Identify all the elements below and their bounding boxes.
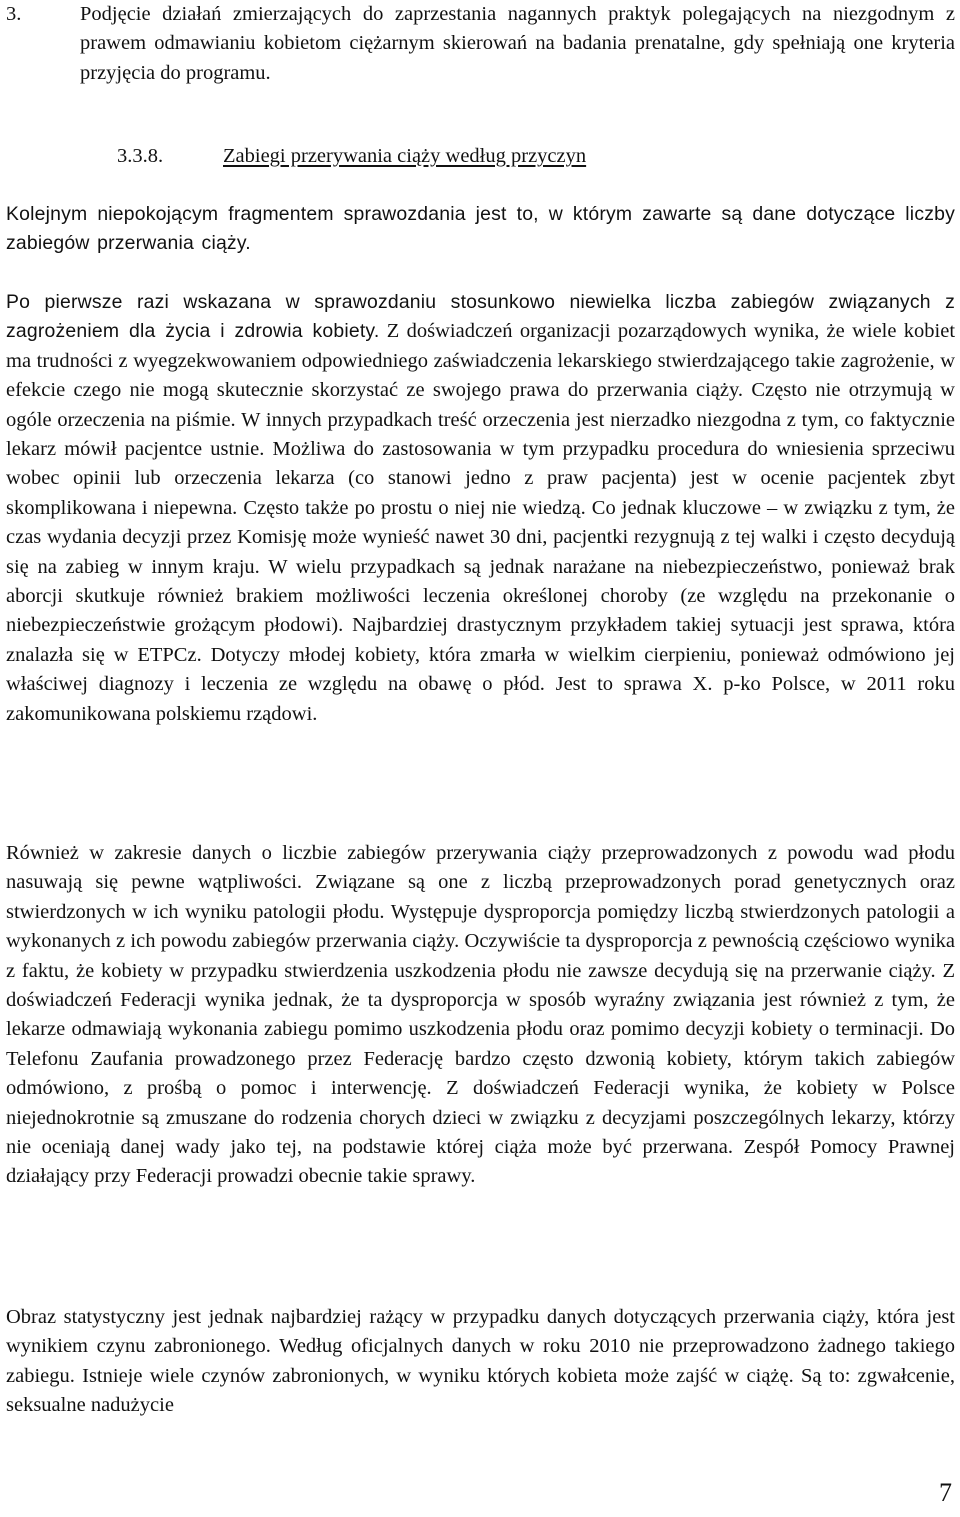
paragraph-1-sans-part: Po pierwsze razi wskazana w sprawozdaniu stosunkowo niewielka liczba zabiegów związanych z zagrożeniem dla życia i zdrowia kobiety. (6, 291, 955, 343)
section-number: 3.3.8. (117, 145, 164, 167)
paragraph-1-serif-part: Z doświadczeń organizacji pozarządowych wynika, że wiele kobiet ma trudności z wyegzekwowaniem odpowiedniego zaświadczenia lekarskiego stwierdzającego takie zagrożenie, w efekcie czego nie mogą skutecznie skorzystać ze swojego prawa do przerwania ciąży. Często nie otrzymują w ogóle orzeczenia na piśmie. W innych przypadkach treść orzeczenia jest nierzadko niezgodna z tym, co faktycznie lekarz mówił pacjentce ustnie. Możliwa do zastosowania w tym przypadku procedura do wniesienia sprzeciwu wobec opinii lub orzeczenia lekarza (co stanowi jedno z praw pacjenta) jest w ocenie pacjentek zbyt skomplikowana i niepewna. Często także po prostu o niej nie wiedzą. Co jednak kluczowe – w związku z tym, że czas wydania decyzji przez Komisję może wynieść nawet 30 dni, pacjentki rezygnują z tej walki i często decydują się na zabieg w innym kraju. W wielu przypadkach są jednak narażane na niebezpieczeństwo, ponieważ brak aborcji skutkuje również brakiem możliwości leczenia określonej choroby (ze względu na przekonanie o niebezpieczeństwie grożącym płodowi). Najbardziej drastycznym przykładem takiej sytuacji jest sprawa, która znalazła się w ETPCz. Dotyczy młodej kobiety, która zmarła w wielkim cierpieniu, ponieważ odmówiono jej właściwej diagnozy i leczenia ze względu na obawę o płód. Jest to sprawa X. p-ko Polsce, w 2011 roku zakomunikowana polskiemu rządowi. (6, 320, 956, 725)
numbered-list-item (6, 0, 955, 88)
intro-paragraph: Kolejnym niepokojącym fragmentem sprawozdania jest to, w którym zawarte są dane dotyczące liczby zabiegów przerwania ciąży. (6, 203, 955, 255)
list-item-number: 3. (6, 3, 22, 25)
paragraph-1 (6, 288, 955, 729)
paragraph-3: Obraz statystyczny jest jednak najbardziej rażący w przypadku danych dotyczących przerwania ciąży, która jest wynikiem czynu zabronionego. Według oficjalnych danych w roku 2010 nie przeprowadzono żadnego takiego zabiegu. Istnieje wiele czynów zabronionych, w wyniku których kobieta może zajść w ciążę. Są to: zgwałcenie, seksualne nadużycie (6, 1306, 955, 1417)
page-number: 7 (939, 1478, 952, 1507)
list-item-text: Podjęcie działań zmierzających do zaprzestania nagannych praktyk polegających na niezgodnym z prawem odmawianiu kobietom ciężarnym skierowań na badania prenatalne, gdy spełniają one kryteria przyjęcia do programu. (80, 3, 955, 84)
paragraph-2: Również w zakresie danych o liczbie zabiegów przerywania ciąży przeprowadzonych z powodu wad płodu nasuwają się pewne wątpliwości. Związane są one z liczbą przeprowadzonych porad genetycznych oraz stwierdzonych w ich wyniku patologii płodu. Występuje dysproporcja pomiędzy liczbą stwierdzonych patologii a wykonanych z ich powodu zabiegów przerwania ciąży. Oczywiście ta dysproporcja z pewnością częściowo wynika z faktu, że kobiety w przypadku stwierdzenia uszkodzenia płodu nie zawsze decydują się na przerwanie ciąży. Z doświadczeń Federacji wynika jednak, że ta dysproporcja w sposób wyraźny związania jest również z tym, że lekarze odmawiają wykonania zabiegu pomimo uszkodzenia płodu oraz pomimo decyzji kobiety o terminacji. Do Telefonu Zaufania prowadzonego przez Federację bardzo często dzwonią kobiety, którym takich zabiegów odmówiono, z prośbą o pomoc i interwencję. Z doświadczeń Federacji wynika, że kobiety w Polsce niejednokrotnie są zmuszane do rodzenia chorych dzieci w związku z decyzjami poszczególnych lekarzy, którzy nie oceniają danej wady jako tej, na podstawie której ciąża może być przerwana. Zespół Pomocy Prawnej działający przy Federacji prowadzi obecnie takie sprawy. (6, 842, 955, 1188)
section-title: Zabiegi przerywania ciąży według przyczyn (223, 145, 587, 167)
section-heading (117, 142, 586, 171)
